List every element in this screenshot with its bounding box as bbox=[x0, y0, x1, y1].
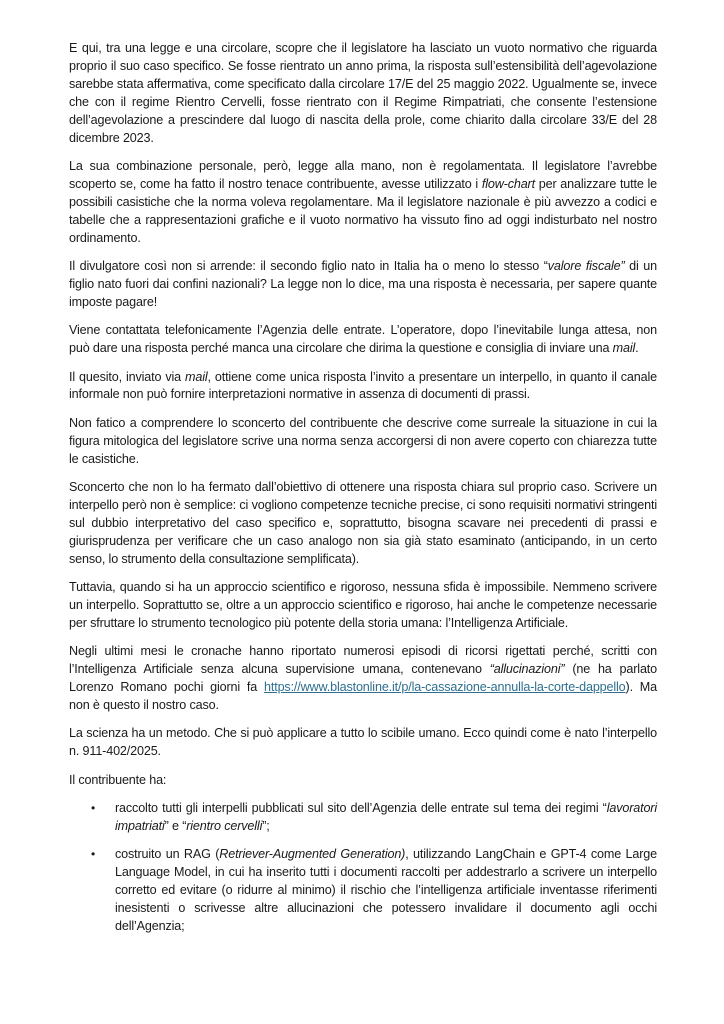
document-body bbox=[69, 40, 657, 790]
paragraph-p7 bbox=[69, 479, 657, 569]
text-segment: Il quesito, inviato via bbox=[69, 369, 185, 384]
article-link[interactable]: https://www.blastonline.it/p/la-cassazione-annulla-la-corte-dappello bbox=[264, 680, 626, 695]
text-segment: ” e “ bbox=[164, 819, 187, 834]
bullet-icon: • bbox=[91, 847, 96, 862]
text-segment: , utilizzando LangChain e GPT-4 come Large Language Model, in cui ha inserito tutti i documenti raccolti per addestrarlo a scrivere un interpello corretto ed evitare (o ridurre al minimo) il rischio che l’intelligenza artificiale inventasse riferimenti inesistenti o scrivesse altre allucinazioni che potessero invalidare il documento agli occhi dell’Agenzia; bbox=[115, 847, 657, 934]
paragraph-p11 bbox=[69, 772, 657, 790]
document-page bbox=[69, 40, 657, 946]
paragraph-p4 bbox=[69, 322, 657, 358]
paragraph-p10 bbox=[69, 725, 657, 761]
list-item bbox=[69, 846, 657, 936]
text-segment: costruito un RAG ( bbox=[115, 847, 220, 862]
emphasized-text: Retriever-Augmented Generation) bbox=[219, 847, 406, 862]
text-segment: ”; bbox=[262, 819, 270, 834]
text-segment: Negli ultimi mesi le cronache hanno riportato numerosi episodi di ricorsi rigettati perché, scritti con l’Intelligenza Artificiale senza alcuna supervisione umana, contenevano bbox=[69, 644, 657, 677]
text-segment: raccolto tutti gli interpelli pubblicati sul sito dell’Agenzia delle entrate sul tema dei regimi “ bbox=[115, 801, 607, 816]
text-segment: . bbox=[635, 341, 639, 356]
text-segment: Sconcerto che non lo ha fermato dall’obiettivo di ottenere una risposta chiara sul proprio caso. Scrivere un interpello però non è semplice: ci vogliono competenze tecniche precise, ci sono requisiti normativi stringenti sul dubbio interpretativo del caso specifico e, soprattutto, bisogna scavare nei precedenti di prassi e giurisprudenza per verificare che un caso analogo non sia già stato esaminato (anticipando, in un certo senso, lo strumento della consultazione semplificata). bbox=[69, 480, 657, 566]
list-item bbox=[69, 800, 657, 836]
paragraph-p1 bbox=[69, 40, 657, 147]
text-segment: (ne ha parlato Lorenzo Romano pochi giorni fa bbox=[69, 662, 657, 695]
text-segment: per analizzare tutte le possibili casistiche che la norma voleva regolamentare. Ma il legislatore nazionale è più avvezzo a codici e tabelle che a rappresentazioni grafiche e il vuoto normativo ha vissuto fino ad oggi indisturbato nel nostro ordinamento. bbox=[69, 176, 658, 245]
text-segment: Viene contattata telefonicamente l’Agenzia delle entrate. L’operatore, dopo l’inevitabile lunga attesa, non può dare una risposta perché manca una circolare che dirima la questione e consiglia di inviare una bbox=[69, 323, 657, 356]
bullet-icon: • bbox=[91, 801, 96, 816]
paragraph-p2 bbox=[69, 158, 657, 248]
paragraph-p5 bbox=[69, 369, 657, 405]
paragraph-p9 bbox=[69, 643, 657, 715]
emphasized-text: “allucinazioni” bbox=[489, 662, 565, 677]
text-segment: Non fatico a comprendere lo sconcerto del contribuente che descrive come surreale la situazione in cui la figura mitologica del legislatore scrive una norma senza accorgersi di non avere coperto con chiarezza tutte le casistiche. bbox=[69, 415, 657, 466]
text-segment: Tuttavia, quando si ha un approccio scientifico e rigoroso, nessuna sfida è impossibile. Nemmeno scrivere un interpello. Soprattutto se, oltre a un approccio scientifico e rigoroso, hai anche le competenze necessarie per sfruttare lo strumento tecnologico più potente della storia umana: l’Intelligenza Artificiale. bbox=[69, 580, 657, 630]
paragraph-p8 bbox=[69, 579, 657, 633]
text-segment: Il contribuente ha: bbox=[69, 772, 167, 787]
text-segment: , ottiene come unica risposta l’invito a presentare un interpello, in quanto il canale informale non può fornire interpretazioni normative in assenza di documenti di prassi. bbox=[69, 369, 657, 402]
emphasized-text: rientro cervelli bbox=[186, 819, 263, 834]
text-segment: E qui, tra una legge e una circolare, scopre che il legislatore ha lasciato un vuoto normativo che riguarda proprio il suo caso specifico. Se fosse rientrato un anno prima, la risposta sull’estensibilità dell’agevolazione sarebbe stata affermativa, come specificato dalla circolare 17/E del 25 maggio 2022. Ugualmente se, invece che con il regime Rientro Cervelli, fosse rientrato con il Regime Rimpatriati, che consente l’estensione dell’agevolazione a prescindere dal luogo di nascita della prole, come chiarito dalla circolare 33/E del 28 dicembre 2023. bbox=[69, 41, 657, 145]
paragraph-p3 bbox=[69, 258, 657, 312]
emphasized-text: mail bbox=[612, 341, 636, 356]
emphasized-text: mail bbox=[185, 369, 208, 384]
text-segment: La sua combinazione personale, però, legge alla mano, non è regolamentata. Il legislatore l’avrebbe scoperto se, come ha fatto il nostro tenace contribuente, avesse utilizzato i bbox=[69, 158, 657, 191]
text-segment: La scienza ha un metodo. Che si può applicare a tutto lo scibile umano. Ecco quindi come è nato l’interpello n. 911-402/2025. bbox=[69, 726, 657, 759]
emphasized-text: flow-chart bbox=[481, 176, 535, 191]
text-segment: ). Ma non è questo il nostro caso. bbox=[69, 680, 657, 712]
paragraph-p6 bbox=[69, 415, 657, 469]
text-segment: di un figlio nato fuori dai confini nazionali? La legge non lo dice, ma una risposta è necessaria, per sapere quante imposte pagare! bbox=[69, 258, 657, 309]
emphasized-text: valore fiscale” bbox=[547, 258, 625, 273]
text-segment: Il divulgatore così non si arrende: il secondo figlio nato in Italia ha o meno lo stesso “ bbox=[69, 258, 548, 273]
contributor-actions-list bbox=[69, 800, 657, 936]
emphasized-text: lavoratori impatriati bbox=[115, 801, 657, 834]
